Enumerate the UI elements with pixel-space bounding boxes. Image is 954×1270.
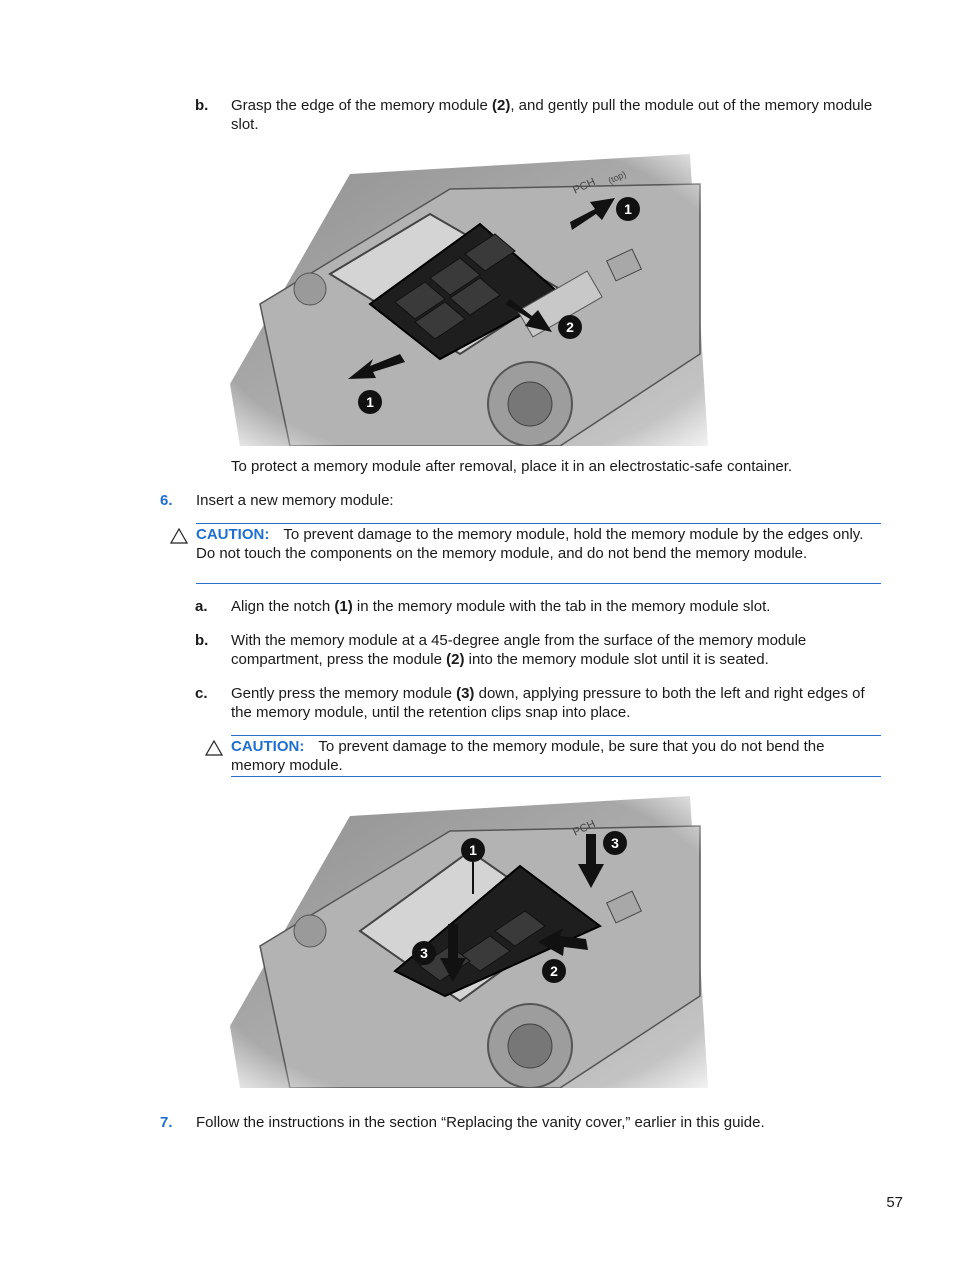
- step-label-6a: a.: [195, 598, 208, 615]
- step-label-5b: b.: [195, 97, 209, 114]
- caution2-body: To prevent damage to the memory module, be sure that you do not bend the memory module.: [231, 738, 825, 774]
- step-text-6c: [231, 684, 881, 722]
- step-ref-5b: (2): [491, 97, 511, 114]
- step-ref-6b: (2): [446, 651, 465, 668]
- step-number-6: 6.: [160, 492, 173, 509]
- step-text-7: Follow the instructions in the section “Replacing the vanity cover,” earlier in this guide.: [196, 1114, 765, 1131]
- caution2-bottom-rule: [231, 776, 881, 777]
- step-text-5b: [231, 96, 881, 134]
- caution1-label: CAUTION:: [196, 526, 270, 543]
- step-text-6c-pre: Gently press the memory module: [231, 685, 457, 702]
- caution-triangle-icon: [170, 528, 188, 544]
- step-label-6c: c.: [195, 685, 208, 702]
- step-text-6a-post: in the memory module with the tab in the memory module slot.: [352, 598, 771, 615]
- step-ref-6c: (3): [456, 685, 475, 702]
- step-text-6c-post: down, applying pressure to both the left and right edges of the memory module, until the retention clips snap into place.: [231, 685, 865, 721]
- step-text-6b: [231, 631, 881, 669]
- caution1-text: [196, 525, 881, 563]
- caution2-text: [231, 737, 881, 775]
- caution1-body: To prevent damage to the memory module, hold the memory module by the edges only. Do not touch the components on the memory module, and do not bend the memory module.: [196, 526, 864, 562]
- step-text-6a-pre: Align the notch: [231, 598, 335, 615]
- step-text-6b-post: into the memory module slot until it is seated.: [464, 651, 769, 668]
- step-text-5b-post: , and gently pull the module out of the memory module slot.: [231, 97, 873, 133]
- step-label-6b: b.: [195, 632, 209, 649]
- caution-triangle-icon: [205, 740, 223, 756]
- step-text-6: Insert a new memory module:: [196, 492, 394, 509]
- page-number: 57: [886, 1194, 903, 1211]
- caution2-label: CAUTION:: [231, 738, 305, 755]
- step-text-6b-pre: With the memory module at a 45-degree angle from the surface of the memory module compartment, press the module: [231, 632, 807, 668]
- caution1-top-rule: [196, 523, 881, 524]
- caution2-top-rule: [231, 735, 881, 736]
- caution1-bottom-rule: [196, 583, 881, 584]
- step-text-6a: [231, 597, 881, 616]
- figure-memory-module-insertion: [230, 796, 710, 1088]
- figure-memory-module-removal: [230, 154, 710, 446]
- step-number-7: 7.: [160, 1114, 173, 1131]
- step-ref-6a: (1): [334, 598, 353, 615]
- step-text-5b-pre: Grasp the edge of the memory module: [231, 97, 492, 114]
- protect-note: To protect a memory module after removal, place it in an electrostatic-safe container.: [231, 458, 793, 475]
